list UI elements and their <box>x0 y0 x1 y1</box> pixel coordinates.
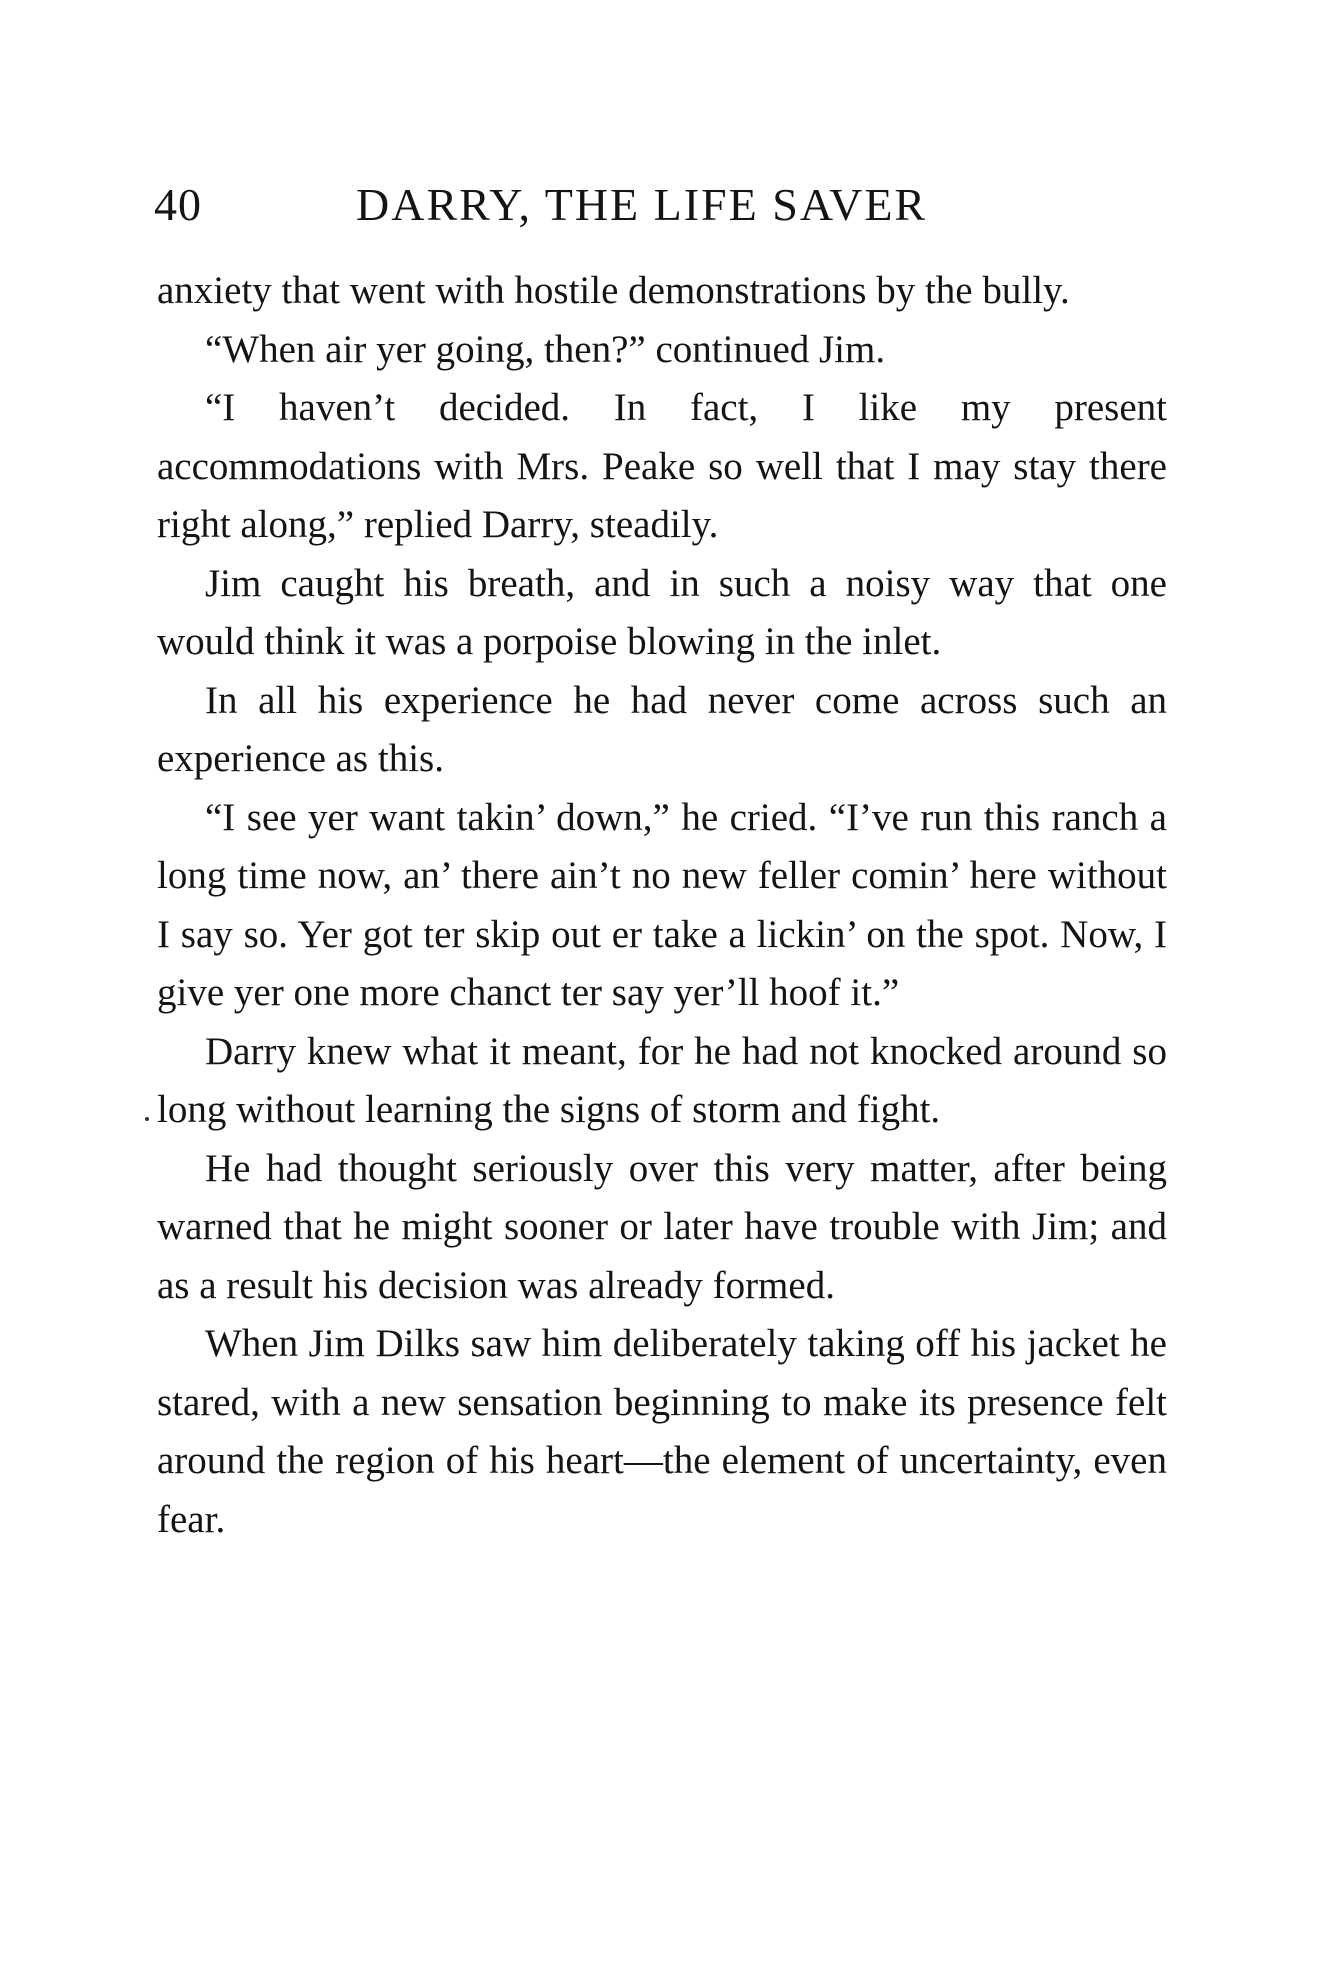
margin-speck <box>145 1117 149 1121</box>
running-head <box>150 178 1180 238</box>
paragraph: In all his experience he had never come across such an experience as this. <box>157 678 1167 780</box>
running-title: DARRY, THE LIFE SAVER <box>356 179 928 230</box>
paragraph: Jim caught his breath, and in such a noisy way that one would think it was a porpoise blowing in the inlet. <box>157 561 1167 663</box>
body-text <box>157 262 1167 1549</box>
paragraph: “I haven’t decided. In fact, I like my present accommodations with Mrs. Peake so well that I may stay there right along,” replied Darry, steadily. <box>157 386 1167 546</box>
paragraph: Darry knew what it meant, for he had not knocked around so long without learning the signs of storm and fight. <box>157 1029 1167 1131</box>
paragraph: “When air yer going, then?” continued Jim. <box>205 327 886 371</box>
paragraph: When Jim Dilks saw him deliberately taking off his jacket he stared, with a new sensation beginning to make its presence felt around the region of his heart—the element of uncertainty, even fear. <box>157 1322 1167 1541</box>
paragraph: He had thought seriously over this very matter, after being warned that he might sooner or later have trouble with Jim; and as a result his decision was already formed. <box>157 1146 1167 1307</box>
paragraph: “I see yer want takin’ down,” he cried. “I’ve run this ranch a long time now, an’ there ain’t no new feller comin’ here without I say so. Yer got ter skip out er take a lickin’ on the spot. Now, I give yer one more chanct ter say yer’ll hoof it.” <box>157 795 1167 1014</box>
paragraph-continued: anxiety that went with hostile demonstrations by the bully. <box>157 269 1070 312</box>
page-number: 40 <box>154 179 202 230</box>
